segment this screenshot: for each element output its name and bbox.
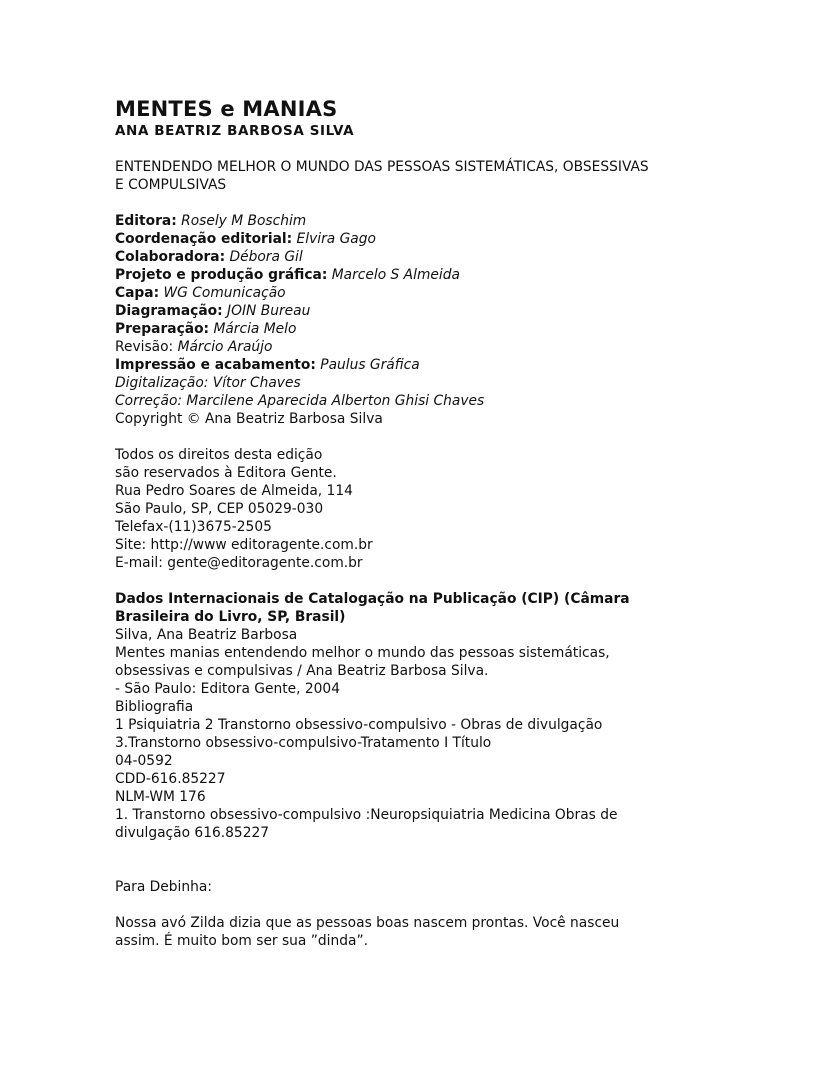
rights-line: Telefax-(11)3675-2505 [115, 519, 272, 535]
credit-label: Diagramação: [115, 303, 223, 319]
credit-label: Capa: [115, 285, 160, 301]
spacer [115, 896, 715, 914]
cip-line: 1 Psiquiatria 2 Transtorno obsessivo-compulsivo - Obras de divulgação [115, 717, 603, 733]
spacer [115, 428, 715, 446]
credit-coordenacao [115, 230, 715, 248]
cip-heading-line-1 [115, 590, 715, 608]
credit-value: Paulus Gráfica [320, 357, 420, 373]
rights-line: Rua Pedro Soares de Almeida, 114 [115, 483, 353, 499]
rights-line: Todos os direitos desta edição [115, 447, 323, 463]
spacer [115, 194, 715, 212]
credit-projeto [115, 266, 715, 284]
credit-value: Rosely M Boschim [181, 213, 307, 229]
credit-label: Editora: [115, 213, 177, 229]
credit-colaboradora [115, 248, 715, 266]
credit-label: Colaboradora: [115, 249, 226, 265]
cip-block [115, 590, 715, 842]
cip-heading-line-2 [115, 608, 715, 626]
cip-line: NLM-WM 176 [115, 789, 206, 805]
cip-line: CDD-616.85227 [115, 771, 226, 787]
credit-value: Débora Gil [229, 249, 303, 265]
spacer [115, 140, 715, 158]
credit-copyright: Copyright © Ana Beatriz Barbosa Silva [115, 411, 383, 427]
cip-line: divulgação 616.85227 [115, 825, 270, 841]
dedication-line: Nossa avó Zilda dizia que as pessoas boas nascem prontas. Você nasceu [115, 915, 620, 931]
credit-correcao [115, 392, 715, 410]
credit-value: WG Comunicação [163, 285, 286, 301]
credit-label: Revisão: [115, 339, 174, 355]
rights-email: E-mail: gente@editoragente.com.br [115, 555, 363, 571]
credit-label: Preparação: [115, 321, 210, 337]
credit-digitalizacao [115, 374, 715, 392]
credit-value: Marcelo S Almeida [331, 267, 460, 283]
cip-heading-text: Brasileira do Livro, SP, Brasil) [115, 609, 346, 625]
cip-line: 3.Transtorno obsessivo-compulsivo-Tratamento I Título [115, 735, 492, 751]
cip-line: - São Paulo: Editora Gente, 2004 [115, 681, 340, 697]
credit-preparacao [115, 320, 715, 338]
cip-line: Bibliografia [115, 699, 194, 715]
credit-value: JOIN Bureau [227, 303, 311, 319]
spacer [115, 842, 715, 878]
credits-block [115, 212, 715, 428]
credit-capa [115, 284, 715, 302]
credit-value: Márcia Melo [213, 321, 297, 337]
credit-label: Coordenação editorial: [115, 231, 293, 247]
credit-revisao [115, 338, 715, 356]
credit-label: Projeto e produção gráfica: [115, 267, 328, 283]
document-page [115, 96, 715, 950]
credit-editora [115, 212, 715, 230]
credit-value: Elvira Gago [296, 231, 376, 247]
credit-text: Correção: Marcilene Aparecida Alberton Ghisi Chaves [115, 393, 485, 409]
book-title: MENTES e MANIAS [115, 97, 338, 121]
rights-site: Site: http://www editoragente.com.br [115, 537, 373, 553]
cip-heading-text: Dados Internacionais de Catalogação na Publicação (CIP) (Câmara [115, 591, 630, 607]
credit-diagramacao [115, 302, 715, 320]
rights-block [115, 446, 715, 572]
book-author: ANA BEATRIZ BARBOSA SILVA [115, 123, 355, 139]
cip-line: obsessivas e compulsivas / Ana Beatriz Barbosa Silva. [115, 663, 489, 679]
dedication-line: assim. É muito bom ser sua ”dinda”. [115, 933, 368, 949]
cip-line: Mentes manias entendendo melhor o mundo das pessoas sistemáticas, [115, 645, 610, 661]
dedication-block [115, 878, 715, 950]
credit-impressao [115, 356, 715, 374]
credit-text: Digitalização: Vítor Chaves [115, 375, 301, 391]
cip-line: 04-0592 [115, 753, 173, 769]
spacer [115, 572, 715, 590]
rights-line: São Paulo, SP, CEP 05029-030 [115, 501, 324, 517]
rights-line: são reservados à Editora Gente. [115, 465, 337, 481]
cip-line: Silva, Ana Beatriz Barbosa [115, 627, 298, 643]
dedication-salutation: Para Debinha: [115, 879, 212, 895]
book-subtitle-line-2: E COMPULSIVAS [115, 177, 227, 193]
book-subtitle-line-1: ENTENDENDO MELHOR O MUNDO DAS PESSOAS SISTEMÁTICAS, OBSESSIVAS [115, 159, 649, 175]
credit-label: Impressão e acabamento: [115, 357, 316, 373]
credit-value: Márcio Araújo [177, 339, 273, 355]
cip-line: 1. Transtorno obsessivo-compulsivo :Neuropsiquiatria Medicina Obras de [115, 807, 618, 823]
